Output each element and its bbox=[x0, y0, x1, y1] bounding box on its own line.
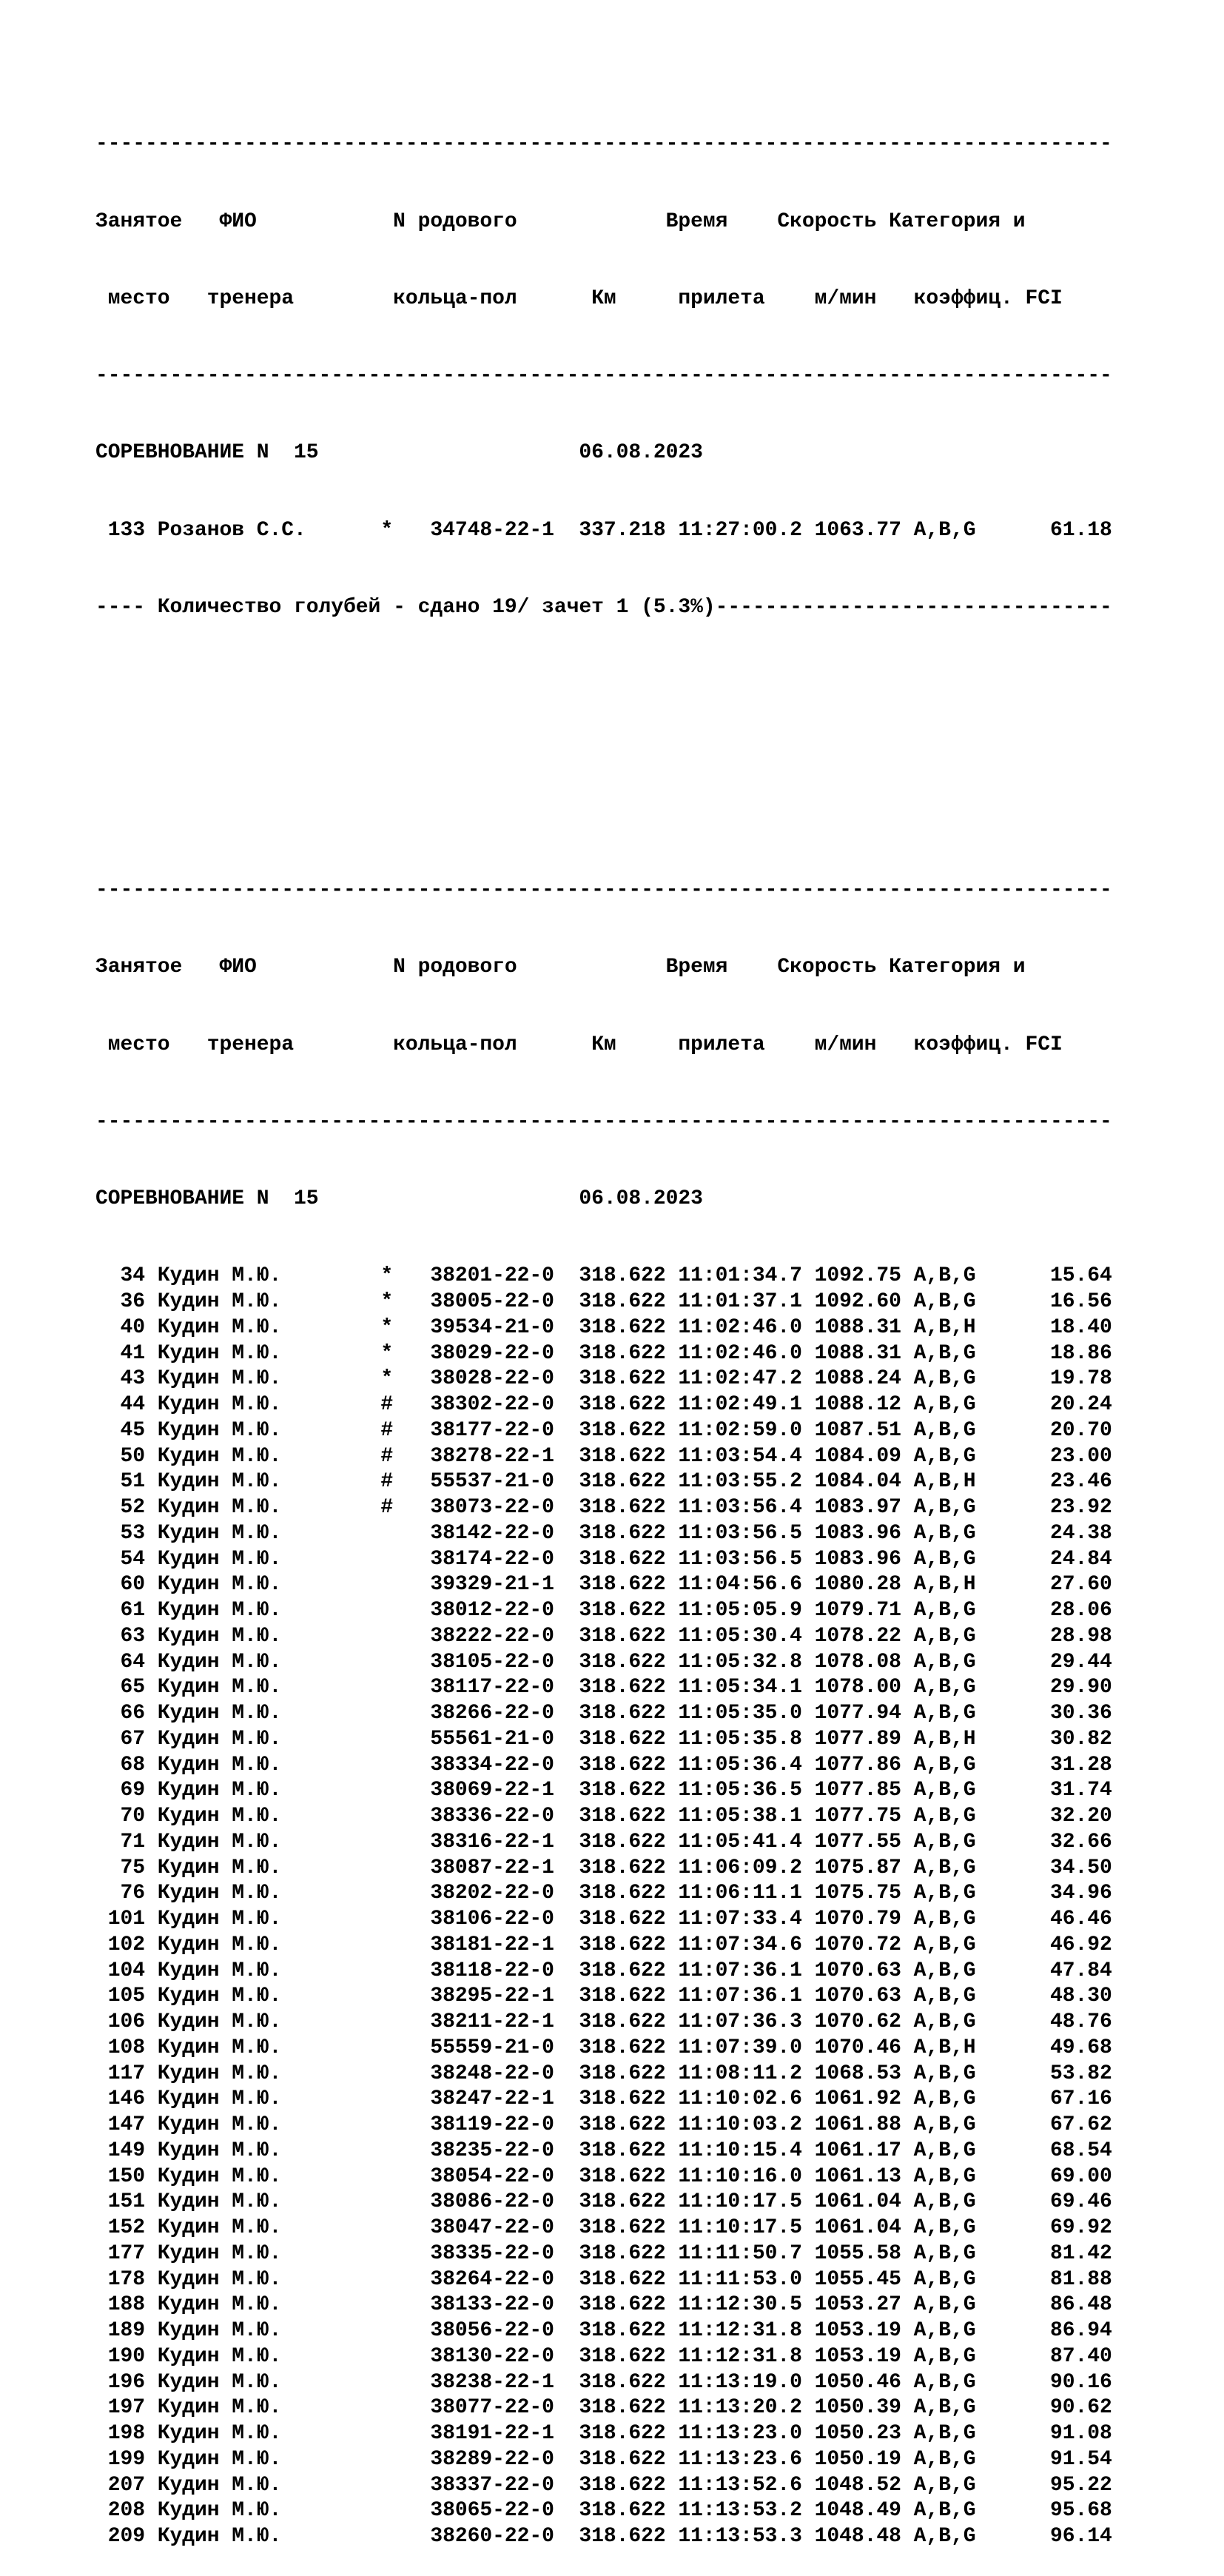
table-row: 209 Кудин М.Ю. 38260-22-0 318.622 11:13:53.3 1048.48 A,B,G 96.14 bbox=[95, 2525, 1112, 2548]
spacer bbox=[95, 749, 1112, 775]
table-row: 43 Кудин М.Ю. * 38028-22-0 318.622 11:02:47.2 1088.24 A,B,G 19.78 bbox=[95, 1367, 1112, 1391]
separator-line: ---------------------------------------------------------------------------------- bbox=[95, 364, 1112, 387]
table-row: 151 Кудин М.Ю. 38086-22-0 318.622 11:10:17.5 1061.04 A,B,G 69.46 bbox=[95, 2190, 1112, 2214]
table-row: 54 Кудин М.Ю. 38174-22-0 318.622 11:03:56.5 1083.96 A,B,G 24.84 bbox=[95, 1547, 1112, 1571]
table-row: 102 Кудин М.Ю. 38181-22-1 318.622 11:07:34.6 1070.72 A,B,G 46.92 bbox=[95, 1933, 1112, 1956]
table-row: 117 Кудин М.Ю. 38248-22-0 318.622 11:08:11.2 1068.53 A,B,G 53.82 bbox=[95, 2062, 1112, 2085]
table-row: 146 Кудин М.Ю. 38247-22-1 318.622 11:10:02.6 1061.92 A,B,G 67.16 bbox=[95, 2087, 1112, 2111]
table-row: 133 Розанов С.С. * 34748-22-1 337.218 11:27:00.2 1063.77 A,B,G 61.18 bbox=[95, 518, 1112, 542]
table-row: 51 Кудин М.Ю. # 55537-21-0 318.622 11:03:55.2 1084.04 A,B,H 23.46 bbox=[95, 1470, 1112, 1494]
competition-line: СОРЕВНОВАНИЕ N 15 06.08.2023 bbox=[95, 441, 703, 465]
table-row: 196 Кудин М.Ю. 38238-22-1 318.622 11:13:19.0 1050.46 A,B,G 90.16 bbox=[95, 2370, 1112, 2394]
table-header-line-2: место тренера кольца-пол Км прилета м/мин коэффиц. FCI bbox=[95, 286, 1063, 310]
table-row: 44 Кудин М.Ю. # 38302-22-0 318.622 11:02:49.1 1088.12 A,B,G 20.24 bbox=[95, 1393, 1112, 1416]
table-row: 68 Кудин М.Ю. 38334-22-0 318.622 11:05:36.4 1077.86 A,B,G 31.28 bbox=[95, 1753, 1112, 1777]
table-row: 188 Кудин М.Ю. 38133-22-0 318.622 11:12:30.5 1053.27 A,B,G 86.48 bbox=[95, 2293, 1112, 2317]
table-row: 104 Кудин М.Ю. 38118-22-0 318.622 11:07:36.1 1070.63 A,B,G 47.84 bbox=[95, 1959, 1112, 1982]
table-row: 70 Кудин М.Ю. 38336-22-0 318.622 11:05:38.1 1077.75 A,B,G 32.20 bbox=[95, 1805, 1112, 1828]
table-row: 66 Кудин М.Ю. 38266-22-0 318.622 11:05:35.0 1077.94 A,B,G 30.36 bbox=[95, 1702, 1112, 1725]
table-row: 50 Кудин М.Ю. # 38278-22-1 318.622 11:03:54.4 1084.09 A,B,G 23.00 bbox=[95, 1444, 1112, 1468]
spacer bbox=[95, 672, 1112, 698]
table-row: 41 Кудин М.Ю. * 38029-22-0 318.622 11:02:46.0 1088.31 A,B,G 18.86 bbox=[95, 1341, 1112, 1365]
table-row: 36 Кудин М.Ю. * 38005-22-0 318.622 11:01:37.1 1092.60 A,B,G 16.56 bbox=[95, 1290, 1112, 1313]
table-row: 108 Кудин М.Ю. 55559-21-0 318.622 11:07:39.0 1070.46 A,B,H 49.68 bbox=[95, 2036, 1112, 2059]
separator-line: ---------------------------------------------------------------------------------- bbox=[95, 1110, 1112, 1133]
results-table-body bbox=[95, 1264, 1112, 2550]
table-row: 101 Кудин М.Ю. 38106-22-0 318.622 11:07:33.4 1070.79 A,B,G 46.46 bbox=[95, 1908, 1112, 1931]
table-row: 52 Кудин М.Ю. # 38073-22-0 318.622 11:03:56.4 1083.97 A,B,G 23.92 bbox=[95, 1496, 1112, 1519]
table-row: 106 Кудин М.Ю. 38211-22-1 318.622 11:07:36.3 1070.62 A,B,G 48.76 bbox=[95, 2010, 1112, 2033]
table-row: 69 Кудин М.Ю. 38069-22-1 318.622 11:05:36.5 1077.85 A,B,G 31.74 bbox=[95, 1779, 1112, 1802]
table-row: 178 Кудин М.Ю. 38264-22-0 318.622 11:11:53.0 1055.45 A,B,G 81.88 bbox=[95, 2267, 1112, 2291]
results-document bbox=[95, 55, 1112, 2576]
table-row: 65 Кудин М.Ю. 38117-22-0 318.622 11:05:34.1 1078.00 A,B,G 29.90 bbox=[95, 1676, 1112, 1700]
table-row: 177 Кудин М.Ю. 38335-22-0 318.622 11:11:50.7 1055.58 A,B,G 81.42 bbox=[95, 2241, 1112, 2265]
table-row: 197 Кудин М.Ю. 38077-22-0 318.622 11:13:20.2 1050.39 A,B,G 90.62 bbox=[95, 2396, 1112, 2420]
summary-line: ---- Количество голубей - сдано 19/ зачет 1 (5.3%)-------------------------------- bbox=[95, 595, 1112, 619]
table-row: 75 Кудин М.Ю. 38087-22-1 318.622 11:06:09.2 1075.87 A,B,G 34.50 bbox=[95, 1856, 1112, 1879]
table-header-line-2: место тренера кольца-пол Км прилета м/мин коэффиц. FCI bbox=[95, 1033, 1063, 1056]
table-row: 149 Кудин М.Ю. 38235-22-0 318.622 11:10:15.4 1061.17 A,B,G 68.54 bbox=[95, 2139, 1112, 2162]
table-row: 61 Кудин М.Ю. 38012-22-0 318.622 11:05:05.9 1079.71 A,B,G 28.06 bbox=[95, 1599, 1112, 1622]
separator-line: ---------------------------------------------------------------------------------- bbox=[95, 879, 1112, 902]
table-row: 64 Кудин М.Ю. 38105-22-0 318.622 11:05:32.8 1078.08 A,B,G 29.44 bbox=[95, 1650, 1112, 1674]
table-row: 71 Кудин М.Ю. 38316-22-1 318.622 11:05:41.4 1077.55 A,B,G 32.66 bbox=[95, 1830, 1112, 1854]
table-row: 76 Кудин М.Ю. 38202-22-0 318.622 11:06:11.1 1075.75 A,B,G 34.96 bbox=[95, 1882, 1112, 1905]
table-row: 198 Кудин М.Ю. 38191-22-1 318.622 11:13:23.0 1050.23 A,B,G 91.08 bbox=[95, 2422, 1112, 2445]
table-row: 40 Кудин М.Ю. * 39534-21-0 318.622 11:02:46.0 1088.31 A,B,H 18.40 bbox=[95, 1315, 1112, 1339]
table-row: 189 Кудин М.Ю. 38056-22-0 318.622 11:12:31.8 1053.19 A,B,G 86.94 bbox=[95, 2319, 1112, 2342]
separator-line: ---------------------------------------------------------------------------------- bbox=[95, 133, 1112, 156]
table-header-line-1: Занятое ФИО N родового Время Скорость Категория и bbox=[95, 956, 1026, 979]
competition-line: СОРЕВНОВАНИЕ N 15 06.08.2023 bbox=[95, 1187, 703, 1210]
table-row: 150 Кудин М.Ю. 38054-22-0 318.622 11:10:16.0 1061.13 A,B,G 69.00 bbox=[95, 2164, 1112, 2188]
table-row: 45 Кудин М.Ю. # 38177-22-0 318.622 11:02:59.0 1087.51 A,B,G 20.70 bbox=[95, 1418, 1112, 1442]
table-row: 207 Кудин М.Ю. 38337-22-0 318.622 11:13:52.6 1048.52 A,B,G 95.22 bbox=[95, 2473, 1112, 2497]
table-row: 105 Кудин М.Ю. 38295-22-1 318.622 11:07:36.1 1070.63 A,B,G 48.30 bbox=[95, 1985, 1112, 2008]
table-row: 190 Кудин М.Ю. 38130-22-0 318.622 11:12:31.8 1053.19 A,B,G 87.40 bbox=[95, 2344, 1112, 2368]
table-row: 147 Кудин М.Ю. 38119-22-0 318.622 11:10:03.2 1061.88 A,B,G 67.62 bbox=[95, 2113, 1112, 2136]
table-row: 67 Кудин М.Ю. 55561-21-0 318.622 11:05:35.8 1077.89 A,B,H 30.82 bbox=[95, 1727, 1112, 1751]
table-row: 60 Кудин М.Ю. 39329-21-1 318.622 11:04:56.6 1080.28 A,B,H 27.60 bbox=[95, 1573, 1112, 1597]
table-row: 63 Кудин М.Ю. 38222-22-0 318.622 11:05:30.4 1078.22 A,B,G 28.98 bbox=[95, 1624, 1112, 1648]
table-row: 34 Кудин М.Ю. * 38201-22-0 318.622 11:01:34.7 1092.75 A,B,G 15.64 bbox=[95, 1264, 1112, 1288]
table-row: 208 Кудин М.Ю. 38065-22-0 318.622 11:13:53.2 1048.49 A,B,G 95.68 bbox=[95, 2499, 1112, 2523]
table-row: 152 Кудин М.Ю. 38047-22-0 318.622 11:10:17.5 1061.04 A,B,G 69.92 bbox=[95, 2216, 1112, 2239]
table-row: 199 Кудин М.Ю. 38289-22-0 318.622 11:13:23.6 1050.19 A,B,G 91.54 bbox=[95, 2447, 1112, 2471]
table-row: 53 Кудин М.Ю. 38142-22-0 318.622 11:03:56.5 1083.96 A,B,G 24.38 bbox=[95, 1521, 1112, 1545]
table-header-line-1: Занятое ФИО N родового Время Скорость Категория и bbox=[95, 209, 1026, 233]
